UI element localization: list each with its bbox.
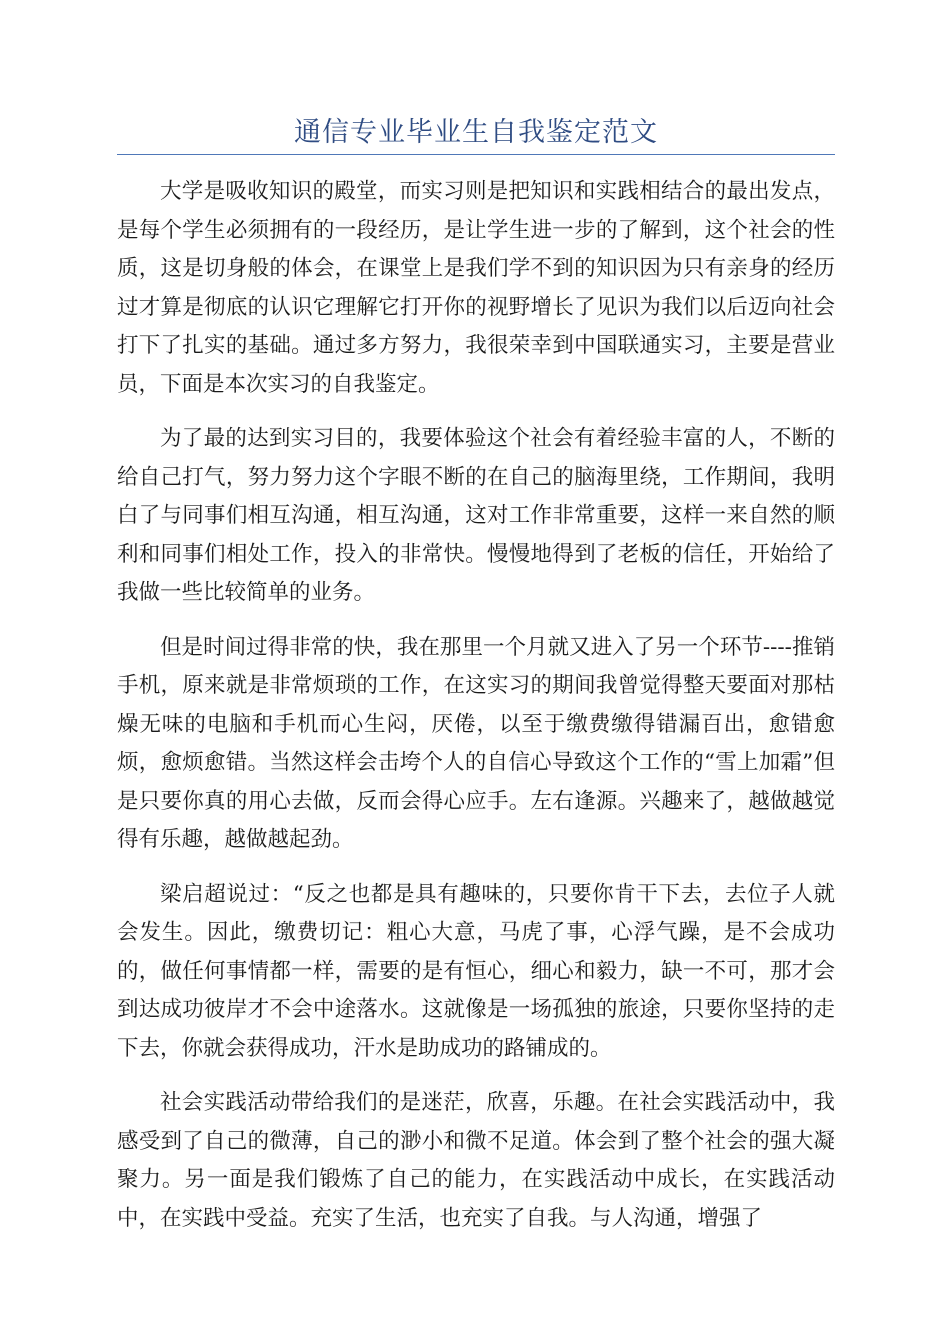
title-underline	[117, 154, 835, 155]
paragraph-5: 社会实践活动带给我们的是迷茫，欣喜，乐趣。在社会实践活动中，我感受到了自己的微薄，自己的渺小和微不足道。体会到了整个社会的强大凝聚力。另一面是我们锻炼了自己的能力，在实践活动中成长，在实践活动中，在实践中受益。充实了生活，也充实了自我。与人沟通，增强了	[117, 1090, 835, 1231]
paragraph-3: 但是时间过得非常的快，我在那里一个月就又进入了另一个环节----推销手机，原来就是非常烦琐的工作，在这实习的期间我曾觉得整天要面对那枯燥无味的电脑和手机而心生闷，厌倦，以至于缴费缴得错漏百出，愈错愈烦，愈烦愈错。当然这样会击垮个人的自信心导致这个工作的“雪上加霜”但是只要你真的用心去做，反而会得心应手。左右逢源。兴趣来了，越做越觉得有乐趣，越做越起劲。	[117, 634, 835, 852]
paragraph-4: 梁启超说过：“反之也都是具有趣味的，只要你肯干下去，去位子人就会发生。因此，缴费切记：粗心大意，马虎了事，心浮气躁，是不会成功的，做任何事情都一样，需要的是有恒心，细心和毅力，缺一不可，那才会到达成功彼岸才不会中途落水。这就像是一场孤独的旅途，只要你坚持的走下去，你就会获得成功，汗水是助成功的路铺成的。	[117, 881, 835, 1061]
paragraph-1: 大学是吸收知识的殿堂，而实习则是把知识和实践相结合的最出发点，是每个学生必须拥有的一段经历，是让学生进一步的了解到，这个社会的性质，这是切身般的体会，在课堂上是我们学不到的知识因为只有亲身的经历过才算是彻底的认识它理解它打开你的视野增长了见识为我们以后迈向社会打下了扎实的基础。通过多方努力，我很荣幸到中国联通实习，主要是营业员，下面是本次实习的自我鉴定。	[117, 179, 835, 397]
document-title: 通信专业毕业生自我鉴定范文	[294, 117, 658, 148]
paragraph-2: 为了最的达到实习目的，我要体验这个社会有着经验丰富的人，不断的给自己打气，努力努力这个字眼不断的在自己的脑海里绕，工作期间，我明白了与同事们相互沟通，相互沟通，这对工作非常重要，这样一来自然的顺利和同事们相处工作，投入的非常快。慢慢地得到了老板的信任，开始给了我做一些比较简单的业务。	[117, 426, 835, 605]
document-body	[117, 173, 835, 1254]
